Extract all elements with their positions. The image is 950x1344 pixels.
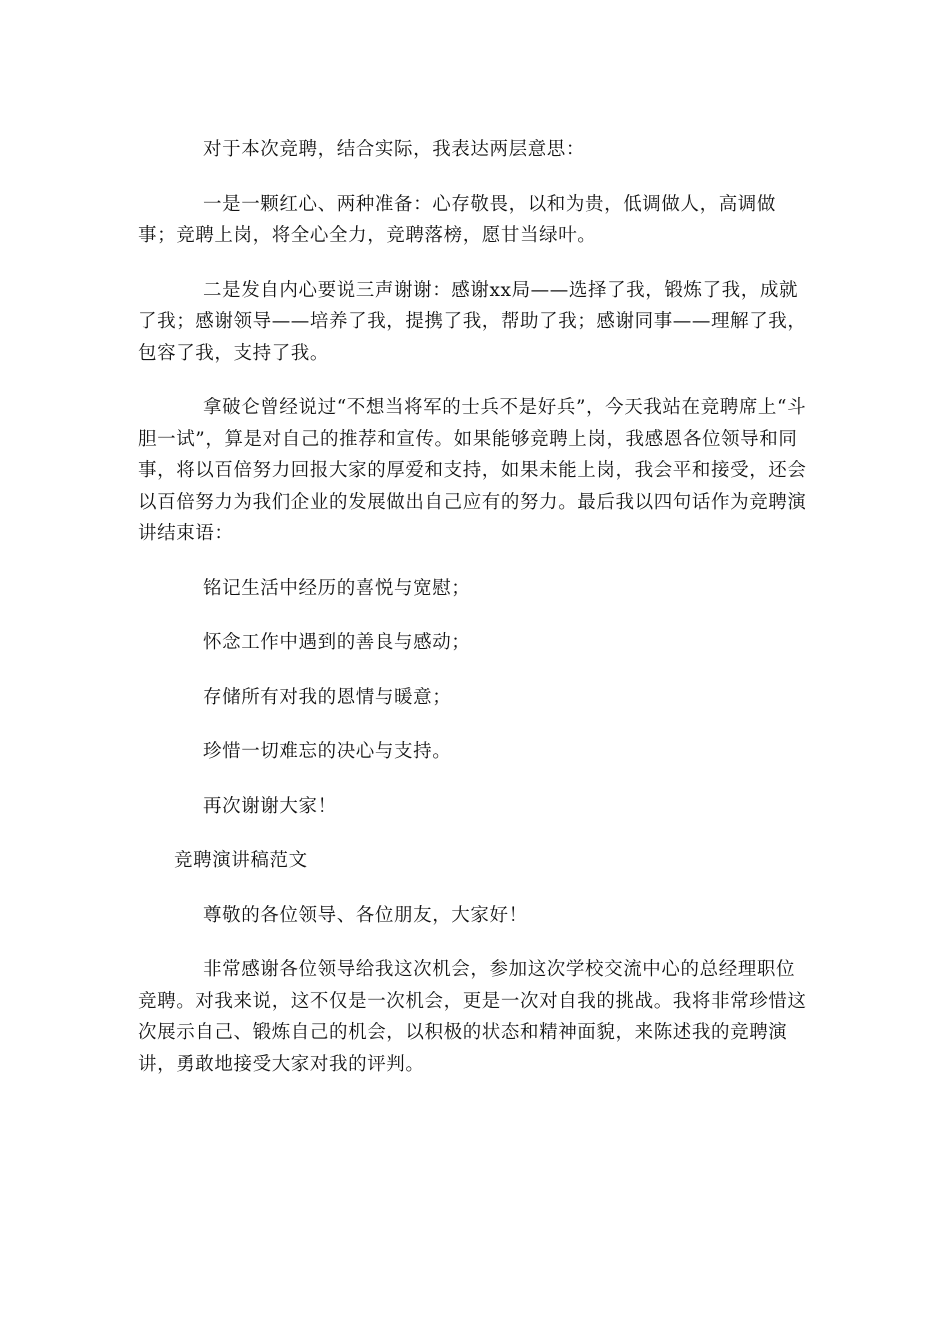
closing-line-1: 铭记生活中经历的喜悦与宽慰； <box>203 577 471 599</box>
section-heading: 竞聘演讲稿范文 <box>174 850 308 871</box>
closing-line-4: 珍惜一切难忘的决心与支持。 <box>203 741 452 762</box>
closing-line-3: 存储所有对我的恩情与暖意； <box>203 686 452 708</box>
paragraph-greeting: 尊敬的各位领导、各位朋友，大家好！ <box>203 904 528 926</box>
paragraph-napoleon-quote: 拿破仑曾经说过“不想当将军的士兵不是好兵”，今天我站在竞聘席上“斗胆一试”，算是对自己的推荐和宣传。如果能够竞聘上岗，我感恩各位领导和同事，将以百倍努力回报大家的厚爱和支持，如果未能上岗，我会平和接受，还会以百倍努力为我们企业的发展做出自己应有的努力。最后我以四句话作为竞聘演讲结束语： <box>138 397 807 544</box>
paragraph-second-point: 二是发自内心要说三声谢谢：感谢xx局——选择了我，锻炼了我，成就了我；感谢领导——培养了我，提携了我，帮助了我；感谢同事——理解了我，包容了我，支持了我。 <box>138 279 807 364</box>
paragraph-thanks: 再次谢谢大家！ <box>203 795 337 817</box>
paragraph-intro: 对于本次竞聘，结合实际，我表达两层意思： <box>203 139 586 160</box>
paragraph-opening: 非常感谢各位领导给我这次机会，参加这次学校交流中心的总经理职位竞聘。对我来说，这不仅是一次机会，更是一次对自我的挑战。我将非常珍惜这次展示自己、锻炼自己的机会，以积极的状态和精神面貌，来陈述我的竞聘演讲，勇敢地接受大家对我的评判。 <box>138 959 807 1075</box>
closing-line-2: 怀念工作中遇到的善良与感动； <box>203 632 471 653</box>
document-body <box>138 134 814 1103</box>
paragraph-first-point: 一是一颗红心、两种准备：心存敬畏，以和为贵，低调做人，高调做事；竞聘上岗，将全心全力，竞聘落榜，愿甘当绿叶。 <box>138 193 777 246</box>
